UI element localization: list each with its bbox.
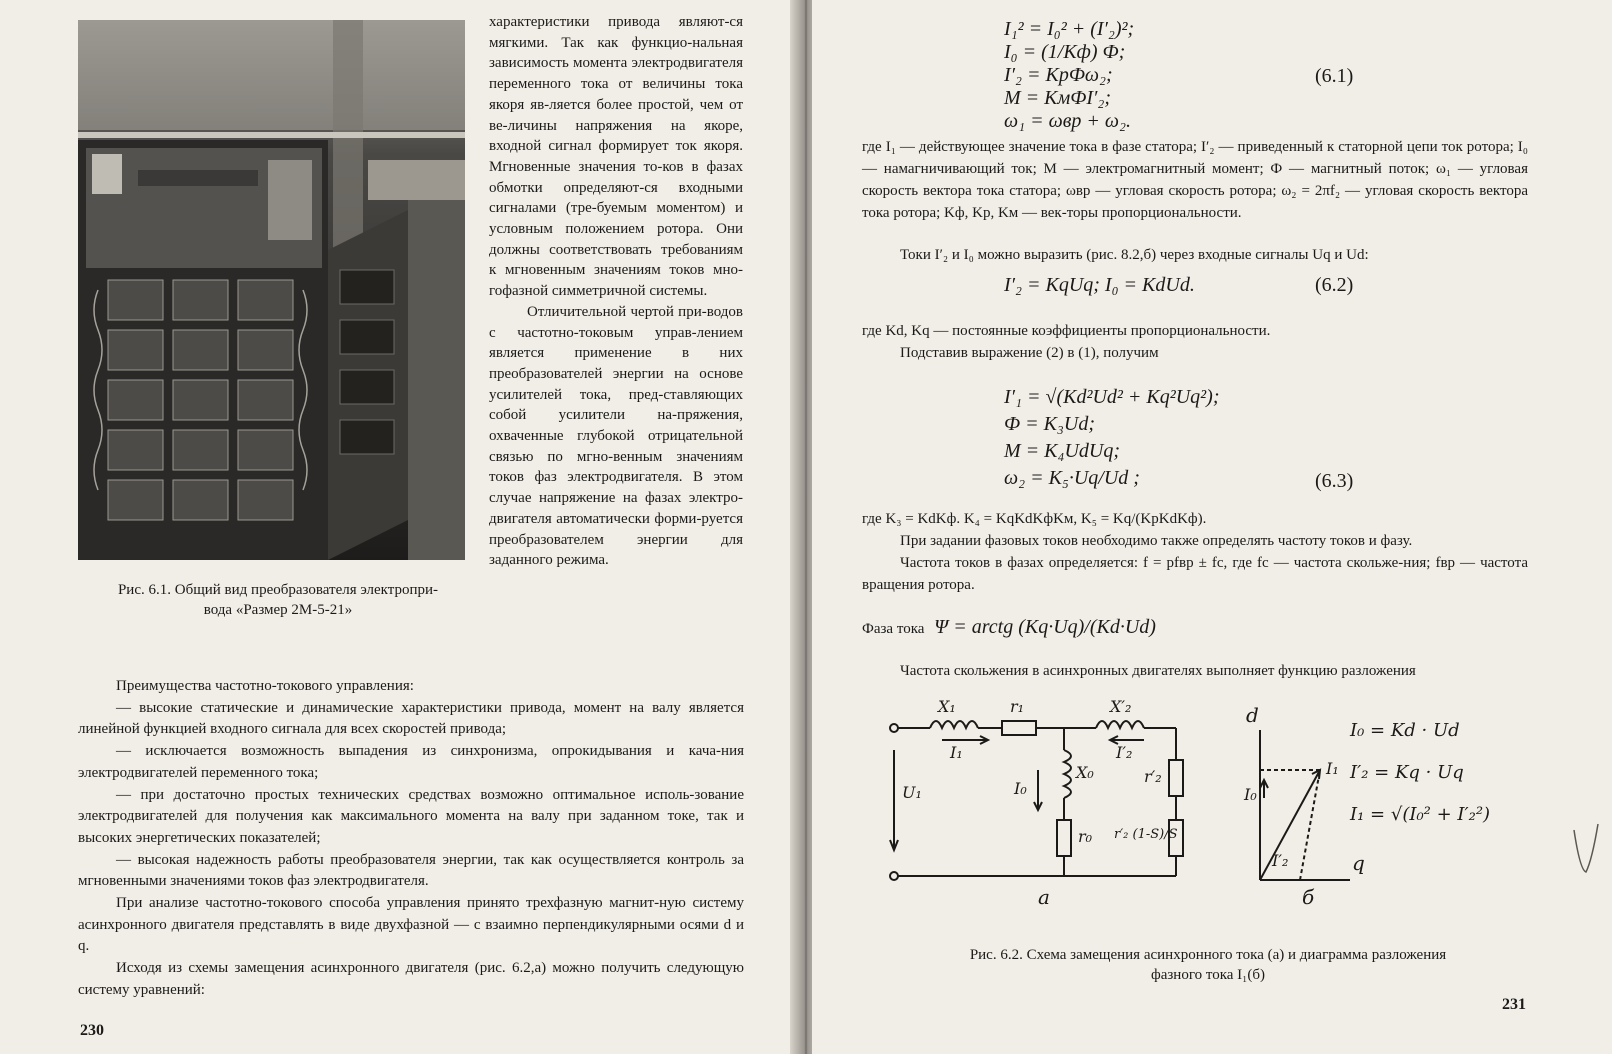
- body-paragraph: При анализе частотно-токового способа управления принято трехфазную магнит-ную систему асинхронного двигателя представлять в виде двухфазной — с взаимно перпендикулярными осями d и q.: [78, 895, 744, 955]
- left-page: [0, 0, 800, 1054]
- left-column-text: [489, 12, 743, 571]
- figure-label: X₁: [938, 697, 956, 716]
- converter-photo: [78, 20, 465, 560]
- figure-label: q: [1352, 851, 1365, 875]
- body-paragraph: где K₃ = KdKф. K₄ = KqKdKфKм, K₅ = Kq/(KрKdKф).: [862, 511, 1207, 527]
- left-full-text: [78, 676, 744, 1002]
- equation-line: I₀ = (1/Kф) Ф;: [1004, 41, 1126, 63]
- body-paragraph: Подставив выражение (2) в (1), получим: [900, 345, 1159, 361]
- body-paragraph: Частота токов в фазах определяется: f = pfвр ± fс, где fс — частота скольже-ния; fвр — частота вращения ротора.: [862, 555, 1528, 593]
- equation-number: (6.3): [1315, 470, 1354, 492]
- figure-caption-text: Рис. 6.2. Схема замещения асинхронного тока (а) и диаграмма разложения фазного тока I₁(б): [969, 947, 1447, 983]
- body-paragraph: где I₁ — действующее значение тока в фазе статора; I′₂ — приведенный к статорной цепи ток ротора; I₀ — намагничивающий ток; M — электромагнитный момент; Ф — магнитный поток; ω₁ — угловая скорость вектора тока статора; ωвр — угловая скорость ротора; ω₂ = 2πf₂ — угловая скорость вектора тока ротора; Kф, Kр, Kм — век-торы пропорциональности.: [862, 139, 1528, 221]
- figure-label: r₁: [1010, 697, 1025, 716]
- equation-number: (6.1): [1315, 65, 1354, 87]
- equation-line: M = KмФI′₂;: [1004, 87, 1111, 109]
- figure-label: I₀: [1244, 785, 1257, 804]
- figure-label: I′₂: [1116, 743, 1133, 762]
- figure-label: X₀: [1076, 763, 1094, 782]
- equation-6-1: [1004, 18, 1134, 133]
- figure-label: a: [1038, 885, 1050, 909]
- definitions-paragraph-3: [862, 508, 1528, 596]
- body-paragraph: — высокая надежность работы преобразователя энергии, так как осуществляется контроль за мгновенными значениями токов фаз электродвигателя.: [78, 851, 744, 890]
- phase-formula: Ψ = arctg (Kq·Uq)/(Kd·Ud): [934, 616, 1156, 638]
- equation-number: (6.2): [1315, 274, 1354, 296]
- equation-line: I₁² = I₀² + (I′₂)²;: [1004, 18, 1135, 40]
- phase-line: [862, 616, 1156, 639]
- body-paragraph: Преимущества частотно-токового управления:: [116, 678, 414, 694]
- figure-formula: I′₂ = Kq · Uq: [1350, 762, 1464, 783]
- figure-label: r′₂: [1144, 767, 1162, 786]
- body-paragraph: Частота скольжения в асинхронных двигателях выполняет функцию разложения: [900, 663, 1416, 679]
- body-paragraph: При задании фазовых токов необходимо также определять частоту токов и фазу.: [900, 533, 1413, 549]
- figure-caption: [878, 945, 1538, 985]
- column-paragraph: Отличительной чертой при-водов с частотно-токовым управ-лением является применение в них преобразователей энергии на основе усилителей тока, пред-ставляющих собой усилители на-пряжения, охваченные глубокой отрицательной связью по мгно-венным значениям токов фаз электродвигателя. В этом случае напряжение на фазах электро-двигателя автоматически форми-руется преобразователем энергии для заданного режима.: [489, 303, 743, 569]
- equation-line: I′₁ = √(Kd²Ud² + Kq²Uq²);: [1004, 386, 1220, 408]
- equation-6-3: [1004, 384, 1220, 492]
- figure-label: d: [1246, 703, 1259, 727]
- currents-paragraph: [862, 244, 1528, 266]
- figure-formula: I₁ = √(I₀² + I′₂²): [1350, 804, 1491, 825]
- figure-label: I′₂: [1272, 851, 1289, 870]
- figure-label: r₀: [1078, 827, 1093, 846]
- equation-line: M = K₄UdUq;: [1004, 440, 1120, 462]
- slip-paragraph: [862, 660, 1528, 682]
- equation-line: ω₁ = ωвр + ω₂.: [1004, 110, 1131, 132]
- definitions-paragraph-2: [862, 320, 1528, 364]
- figure-label: X′₂: [1110, 697, 1132, 716]
- equation-line: ω₂ = K₅·Uq/Ud ;: [1004, 467, 1140, 489]
- equation-6-2: I′₂ = KqUq; I₀ = KdUd.: [1004, 274, 1195, 296]
- phase-label: Фаза тока: [862, 621, 925, 637]
- body-paragraph: — при достаточно простых технических средствах возможно оптимальное исполь-зование электродвигателей для получения как максимального момента на валу при заданном токе, так и высоких энергетических показателей;: [78, 786, 744, 846]
- equation-line: I′₂ = KрФω₂;: [1004, 64, 1113, 86]
- body-paragraph: Токи I′₂ и I₀ можно выразить (рис. 8.2,б) через входные сигналы Uq и Ud:: [900, 247, 1369, 263]
- page-number-right: 231: [1502, 996, 1526, 1013]
- body-paragraph: — высокие статические и динамические характеристики привода, момент на валу является линейной функцией входного сигнала для всех скоростей привода;: [78, 699, 744, 738]
- body-paragraph: — исключается возможность выпадения из синхронизма, опрокидывания и кача-ния электродвигателей переменного тока;: [78, 743, 744, 781]
- pencil-mark: [1572, 820, 1602, 880]
- photo-caption-text: Рис. 6.1. Общий вид преобразователя электропри- вода «Размер 2М-5-21»: [117, 582, 439, 618]
- figure-formula: I₀ = Kd · Ud: [1350, 720, 1460, 741]
- body-paragraph: Исходя из схемы замещения асинхронного двигателя (рис. 6.2,а) можно получить следующую систему уравнений:: [78, 960, 744, 998]
- column-paragraph: характеристики привода являют-ся мягкими. Так как функцио-нальная зависимость момента электродвигателя переменного тока от величины тока якоря яв-ляется более простой, чем от ве-личины напряжения на якоре, входной сигнал формирует ток якоря. Мгновенные значения то-ков в фазах обмотки определяют-ся входными сигналами (тре-буемым моментом) и условным положением ротора. Они должны соответствовать требованиям к мгновенным значениям токов мно-гофазной симметричной системы.: [489, 14, 743, 300]
- figure-label: б: [1302, 885, 1315, 909]
- figure-label: I₁: [1326, 759, 1339, 778]
- figure-6-2: [880, 690, 1520, 940]
- figure-label: I₀: [1014, 779, 1027, 798]
- equation-line: Ф = K₃Ud;: [1004, 413, 1095, 435]
- figure-label: I₁: [950, 743, 963, 762]
- definitions-paragraph-1: [862, 136, 1528, 224]
- figure-label: U₁: [902, 783, 922, 802]
- figure-label: r′₂ (1-S)/S: [1114, 827, 1178, 842]
- body-paragraph: где Kd, Kq — постоянные коэффициенты пропорциональности.: [862, 323, 1271, 339]
- photo-caption: [78, 580, 478, 620]
- page-number-left: 230: [80, 1022, 104, 1039]
